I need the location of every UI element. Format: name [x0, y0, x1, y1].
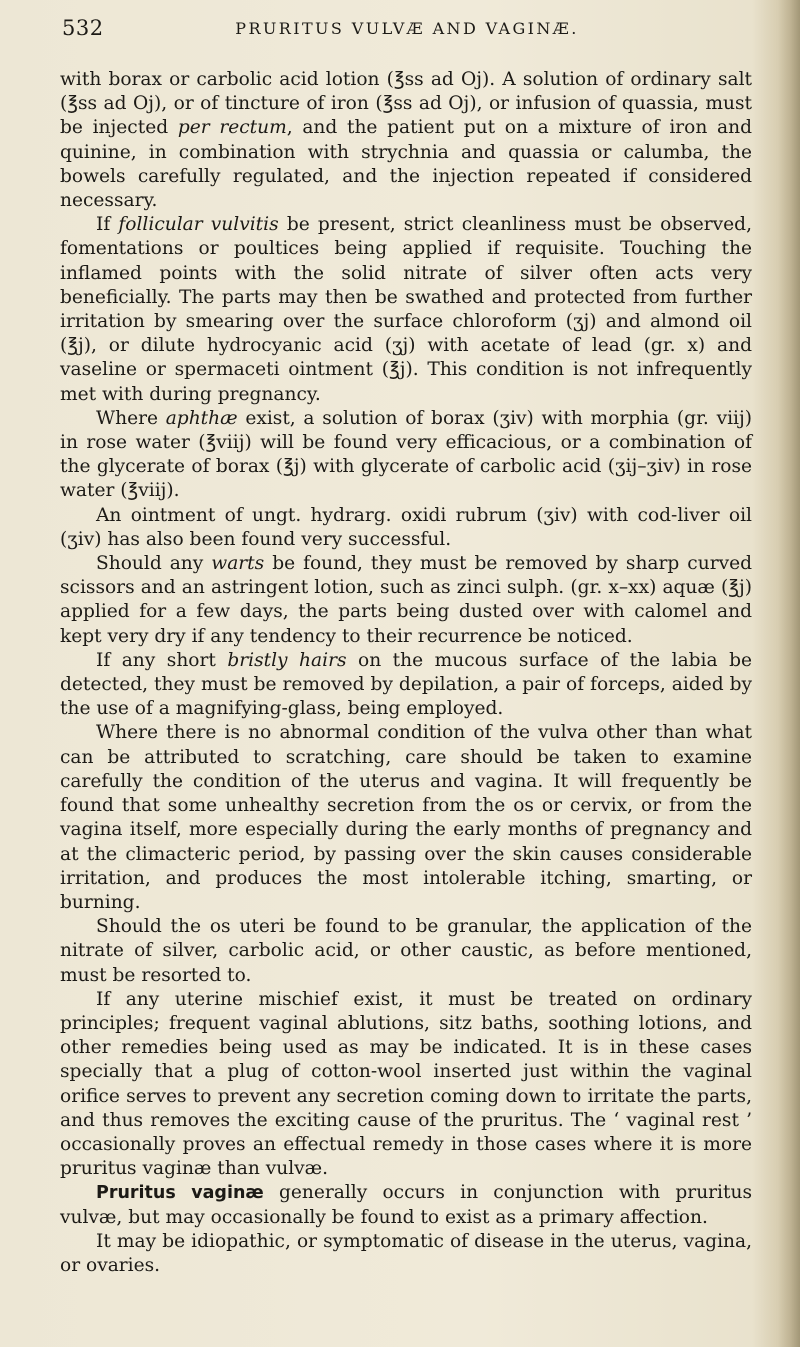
- section-heading: Pruritus vaginæ: [96, 1183, 264, 1204]
- italic-term: follicular vulvitis: [118, 214, 279, 236]
- paragraph: [60, 988, 752, 1182]
- body-text: [60, 68, 752, 1278]
- paragraph: [60, 721, 752, 915]
- text-run: If any short: [96, 649, 228, 671]
- italic-term: aphthæ: [165, 407, 238, 429]
- text-run: be present, strict cleanliness must be observed, fomentations or poultices being applied if requisite. Touching the inflamed points with the solid nitrate of silver often acts very beneficially. The parts may then be swathed and protected from further irritation by smearing over the surface chloroform (ʒj) and almond oil (℥j), or dilute hydrocyanic acid (ʒj) with acetate of lead (gr. x) and vaseline or spermaceti ointment (℥j). This condition is not infrequently met with during pregnancy.: [60, 214, 752, 405]
- italic-term: per rectum: [177, 117, 287, 139]
- text-run: with borax or carbolic acid lotion (℥ss ad Oj). A solution of ordinary salt (℥ss ad Oj), or of tincture of iron (℥ss ad Oj), or infusion of quassia, must be injected: [60, 69, 752, 139]
- page-edge-shadow: [778, 0, 800, 1347]
- text-run: be found, they must be removed by sharp curved scissors and an astringent lotion, such as zinci sulph. (gr. x–xx) aquæ (℥j) applied for a few days, the parts being dusted over with calomel and kept very dry if any tendency to their recurrence be noticed.: [60, 553, 752, 647]
- text-run: , and the patient put on a mixture of iron and quinine, in combination with strychnia and quassia or calumba, the bowels carefully regulated, and the injection repeated if considered necessary.: [60, 117, 752, 212]
- running-title: PRURITUS VULVÆ AND VAGINÆ.: [235, 19, 579, 38]
- paragraph: [60, 1181, 752, 1229]
- paragraph: [60, 1230, 752, 1278]
- paragraph: [60, 213, 752, 407]
- text-run: Where there is no abnormal condition of the vulva other than what can be attributed to scratching, care should be taken to examine carefully the condition of the uterus and vagina. It will frequently be found that some unhealthy secretion from the os or cervix, or from the vagina itself, more especially during the early months of pregnancy and at the climacteric period, by passing over the skin causes considerable irritation, and produces the most intolerable itching, smarting, or burning.: [60, 722, 752, 913]
- italic-term: warts: [211, 553, 265, 575]
- text-run: An ointment of ungt. hydrarg. oxidi rubrum (ʒiv) with cod-liver oil (ʒiv) has also been found very successful.: [60, 504, 752, 550]
- paragraph: [60, 68, 752, 213]
- text-run: Should the os uteri be found to be granular, the application of the nitrate of silver, carbolic acid, or other caustic, as before mentioned, must be resorted to.: [60, 916, 752, 986]
- page-number: 532: [62, 16, 104, 40]
- paragraph: [60, 915, 752, 988]
- text-run: generally occurs in conjunction with pruritus vulvæ, but may occasionally be found to exist as a primary affection.: [60, 1182, 752, 1228]
- text-run: on the mucous surface of the labia be detected, they must be removed by depilation, a pair of forceps, aided by the use of a magnifying-glass, being employed.: [60, 649, 752, 720]
- page-header: [62, 10, 752, 44]
- italic-term: bristly hairs: [227, 649, 347, 671]
- paragraph: [60, 552, 752, 649]
- text-run: Should any: [96, 553, 212, 575]
- paragraph: [60, 504, 752, 552]
- text-run: If any uterine mischief exist, it must be treated on ordinary principles; frequent vaginal ablutions, sitz baths, soothing lotions, and other remedies being used as may be indicated. It is in these cases specially that a plug of cotton-wool inserted just within the vaginal orifice serves to prevent any secretion coming down to irritate the parts, and thus removes the exciting cause of the pruritus. The ‘ vaginal rest ’ occasionally proves an effectual remedy in those cases where it is more pruritus vaginæ than vulvæ.: [60, 988, 752, 1180]
- paragraph: [60, 649, 752, 722]
- text-run: It may be idiopathic, or symptomatic of disease in the uterus, vagina, or ovaries.: [60, 1230, 752, 1276]
- text-run: exist, a solution of borax (ʒiv) with morphia (gr. viij) in rose water (℥viij) will be found very efficacious, or a combination of the glycerate of borax (℥j) with glycerate of carbolic acid (ʒij–ʒiv) in rose water (℥viij).: [60, 407, 752, 502]
- text-run: Where: [96, 407, 166, 429]
- text-run: If: [96, 214, 119, 236]
- paragraph: [60, 407, 752, 504]
